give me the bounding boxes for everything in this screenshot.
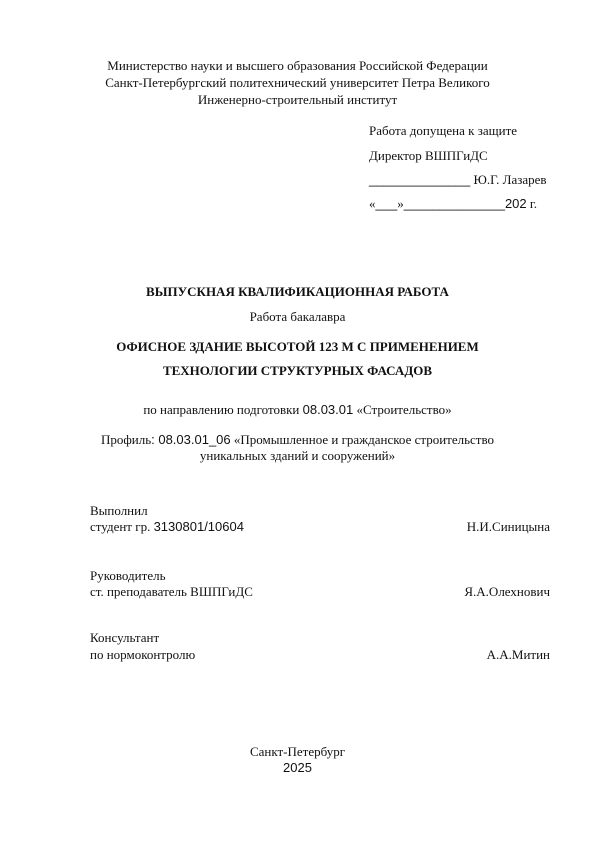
direction-prefix: по направлению подготовки [143,402,303,417]
ministry-line: Министерство науки и высшего образования Российской Федерации [107,58,488,73]
quote-close: » [397,196,404,211]
consultant-name: А.А.Митин [486,647,550,662]
signature-blank: ______________ [369,172,471,187]
direction-code: 08.03.01 [302,402,354,417]
profile-label: Профиль [100,432,152,447]
footer-year: 2025 [283,760,312,775]
work-kind: Работа бакалавра [249,309,346,324]
institute-line: Инженерно-строительный институт [197,92,398,107]
consultant-title: по нормоконтролю [90,647,196,662]
performer-prefix: студент гр. [90,519,154,534]
profile-code: : 08.03.01_06 [151,432,231,447]
direction-line [0,401,595,418]
university-line: Санкт-Петербургский политехнический университет Петра Великого [105,75,490,90]
direction-name: «Строительство» [353,402,452,417]
performer-group-line [90,519,244,535]
work-title: ВЫПУСКНАЯ КВАЛИФИКАЦИОННАЯ РАБОТА [146,284,449,299]
profile-line-2: уникальных зданий и сооружений» [199,448,396,463]
supervisor-title: ст. преподаватель ВШПГиДС [90,584,253,599]
year-prefix: 202 [504,196,527,211]
supervisor-name: Я.А.Олехнович [464,584,550,599]
supervisor-role: Руководитель [90,568,166,583]
approval-date-line [369,196,537,212]
footer-city: Санкт-Петербург [249,744,346,759]
quote-open: « [369,196,376,211]
day-blank: ___ [375,196,398,211]
approval-admitted: Работа допущена к защите [369,123,518,138]
performer-group: 3130801/10604 [153,519,244,534]
director-name: Ю.Г. Лазарев [470,172,547,187]
consultant-role: Консультант [90,630,160,645]
topic-line-1: ОФИСНОЕ ЗДАНИЕ ВЫСОТОЙ 123 М С ПРИМЕНЕНИЕМ [116,339,479,354]
approval-signature-line [369,172,547,188]
approval-director: Директор ВШПГиДС [369,148,488,163]
topic-line-2: ТЕХНОЛОГИИ СТРУКТУРНЫХ ФАСАДОВ [162,363,433,378]
profile-name: «Промышленное и гражданское строительство [230,432,495,447]
month-blank: ______________ [403,196,505,211]
profile-line-1 [0,431,595,448]
performer-name: Н.И.Синицына [466,519,550,534]
performer-role: Выполнил [90,503,148,518]
year-suffix: г. [526,196,538,211]
